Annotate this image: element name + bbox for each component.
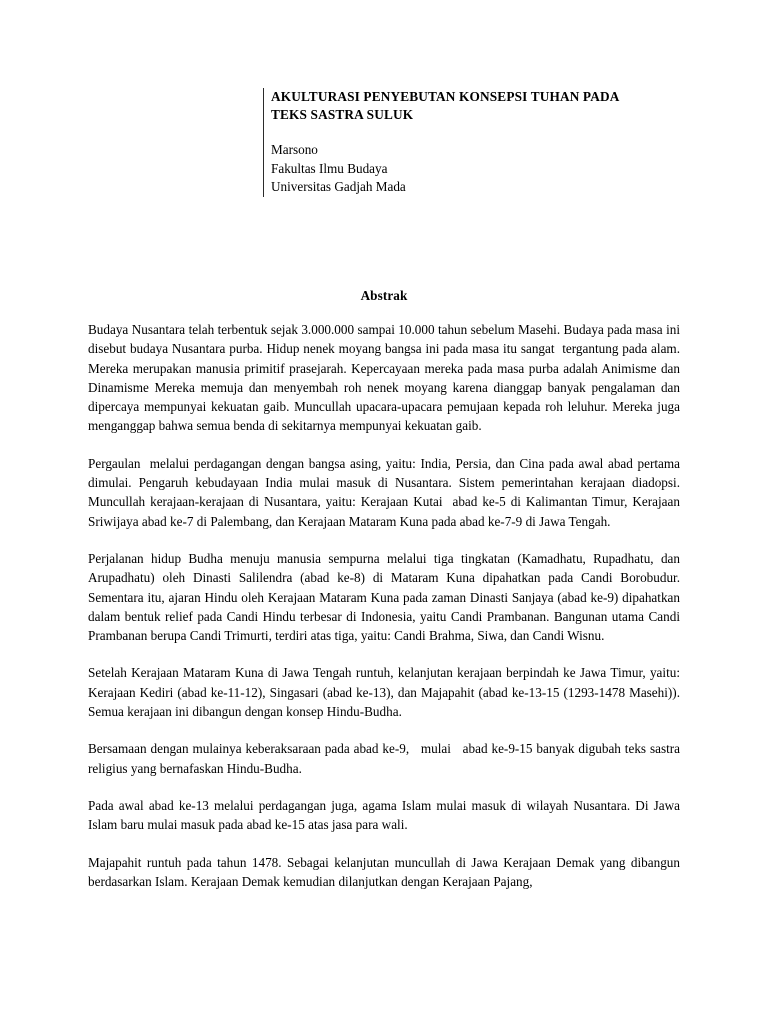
title-author-block	[263, 88, 683, 197]
doc-title-line-2: TEKS SASTRA SULUK	[271, 106, 414, 122]
author-university: Universitas Gadjah Mada	[271, 179, 406, 194]
abstract-paragraph: Setelah Kerajaan Mataram Kuna di Jawa Tengah runtuh, kelanjutan kerajaan berpindah ke Jawa Timur, yaitu: Kerajaan Kediri (abad ke-11-12), Singasari (abad ke-13), dan Majapahit (abad ke-13-15 (1293-1478 Masehi)). Semua kerajaan ini dibangun dengan konsep Hindu-Budha.	[88, 665, 684, 720]
abstract-paragraph: Budaya Nusantara telah terbentuk sejak 3.000.000 sampai 10.000 tahun sebelum Masehi. Budaya pada masa ini disebut budaya Nusantara purba. Hidup nenek moyang bangsa ini pada masa itu sangat tergantung pada alam. Mereka merupakan manusia primitif prasejarah. Kepercayaan mereka pada masa purba adalah Animisme dan Dinamisme Mereka memuja dan menyembah roh nenek moyang karena dianggap banyak pengalaman dan dipercaya mempunyai kekuatan gaib. Muncullah upacara-upacara pemujaan kepada roh leluhur. Mereka juga menganggap bahwa semua benda di sekitarnya mempunyai kekuatan gaib.	[88, 322, 684, 434]
abstract-paragraph: Pergaulan melalui perdagangan dengan bangsa asing, yaitu: India, Persia, dan Cina pada awal abad pertama dimulai. Pengaruh kebudayaan India mulai masuk di Nusantara. Sistem pemerintahan kerajaan diadopsi. Muncullah kerajaan-kerajaan di Nusantara, yaitu: Kerajaan Kutai abad ke-5 di Kalimantan Timur, Kerajaan Sriwijaya abad ke-7 di Palembang, dan Kerajaan Mataram Kuna pada abad ke-7-9 di Jawa Tengah.	[88, 455, 684, 529]
author-faculty: Fakultas Ilmu Budaya	[271, 160, 388, 176]
page-title	[271, 88, 683, 123]
author-name: Marsono	[271, 142, 318, 157]
abstract-paragraph: Majapahit runtuh pada tahun 1478. Sebagai kelanjutan muncullah di Jawa Kerajaan Demak yang dibangun berdasarkan Islam. Kerajaan Demak kemudian dilanjutkan dengan Kerajaan Pajang,	[88, 854, 684, 889]
abstract-heading: Abstrak	[360, 288, 408, 303]
author-affiliation-block	[271, 141, 683, 197]
abstract-paragraph: Perjalanan hidup Budha menuju manusia sempurna melalui tiga tingkatan (Kamadhatu, Rupadhatu, dan Arupadhatu) oleh Dinasti Salilendra (abad ke-8) di Mataram Kuna dipahatkan pada Candi Borobudur. Sementara itu, ajaran Hindu oleh Kerajaan Mataram Kuna pada zaman Dinasti Sanjaya (abad ke-9) dipahatkan dalam bentuk relief pada Candi Hindu terbesar di Indonesia, yaitu Candi Prambanan. Bangunan utama Candi Prambanan berupa Candi Trimurti, terdiri atas tiga, yaitu: Candi Brahma, Siwa, dan Candi Wisnu.	[88, 550, 684, 644]
abstract-paragraph: Bersamaan dengan mulainya keberaksaraan pada abad ke-9, mulai abad ke-9-15 banyak digubah teks sastra religius yang bernafaskan Hindu-Budha.	[88, 741, 684, 776]
abstract-paragraph: Pada awal abad ke-13 melalui perdagangan juga, agama Islam mulai masuk di wilayah Nusantara. Di Jawa Islam baru mulai masuk pada abad ke-15 atas jasa para wali.	[88, 797, 684, 833]
doc-title-line-1: AKULTURASI PENYEBUTAN KONSEPSI TUHAN PADA	[271, 89, 620, 104]
abstract-body	[88, 320, 684, 891]
